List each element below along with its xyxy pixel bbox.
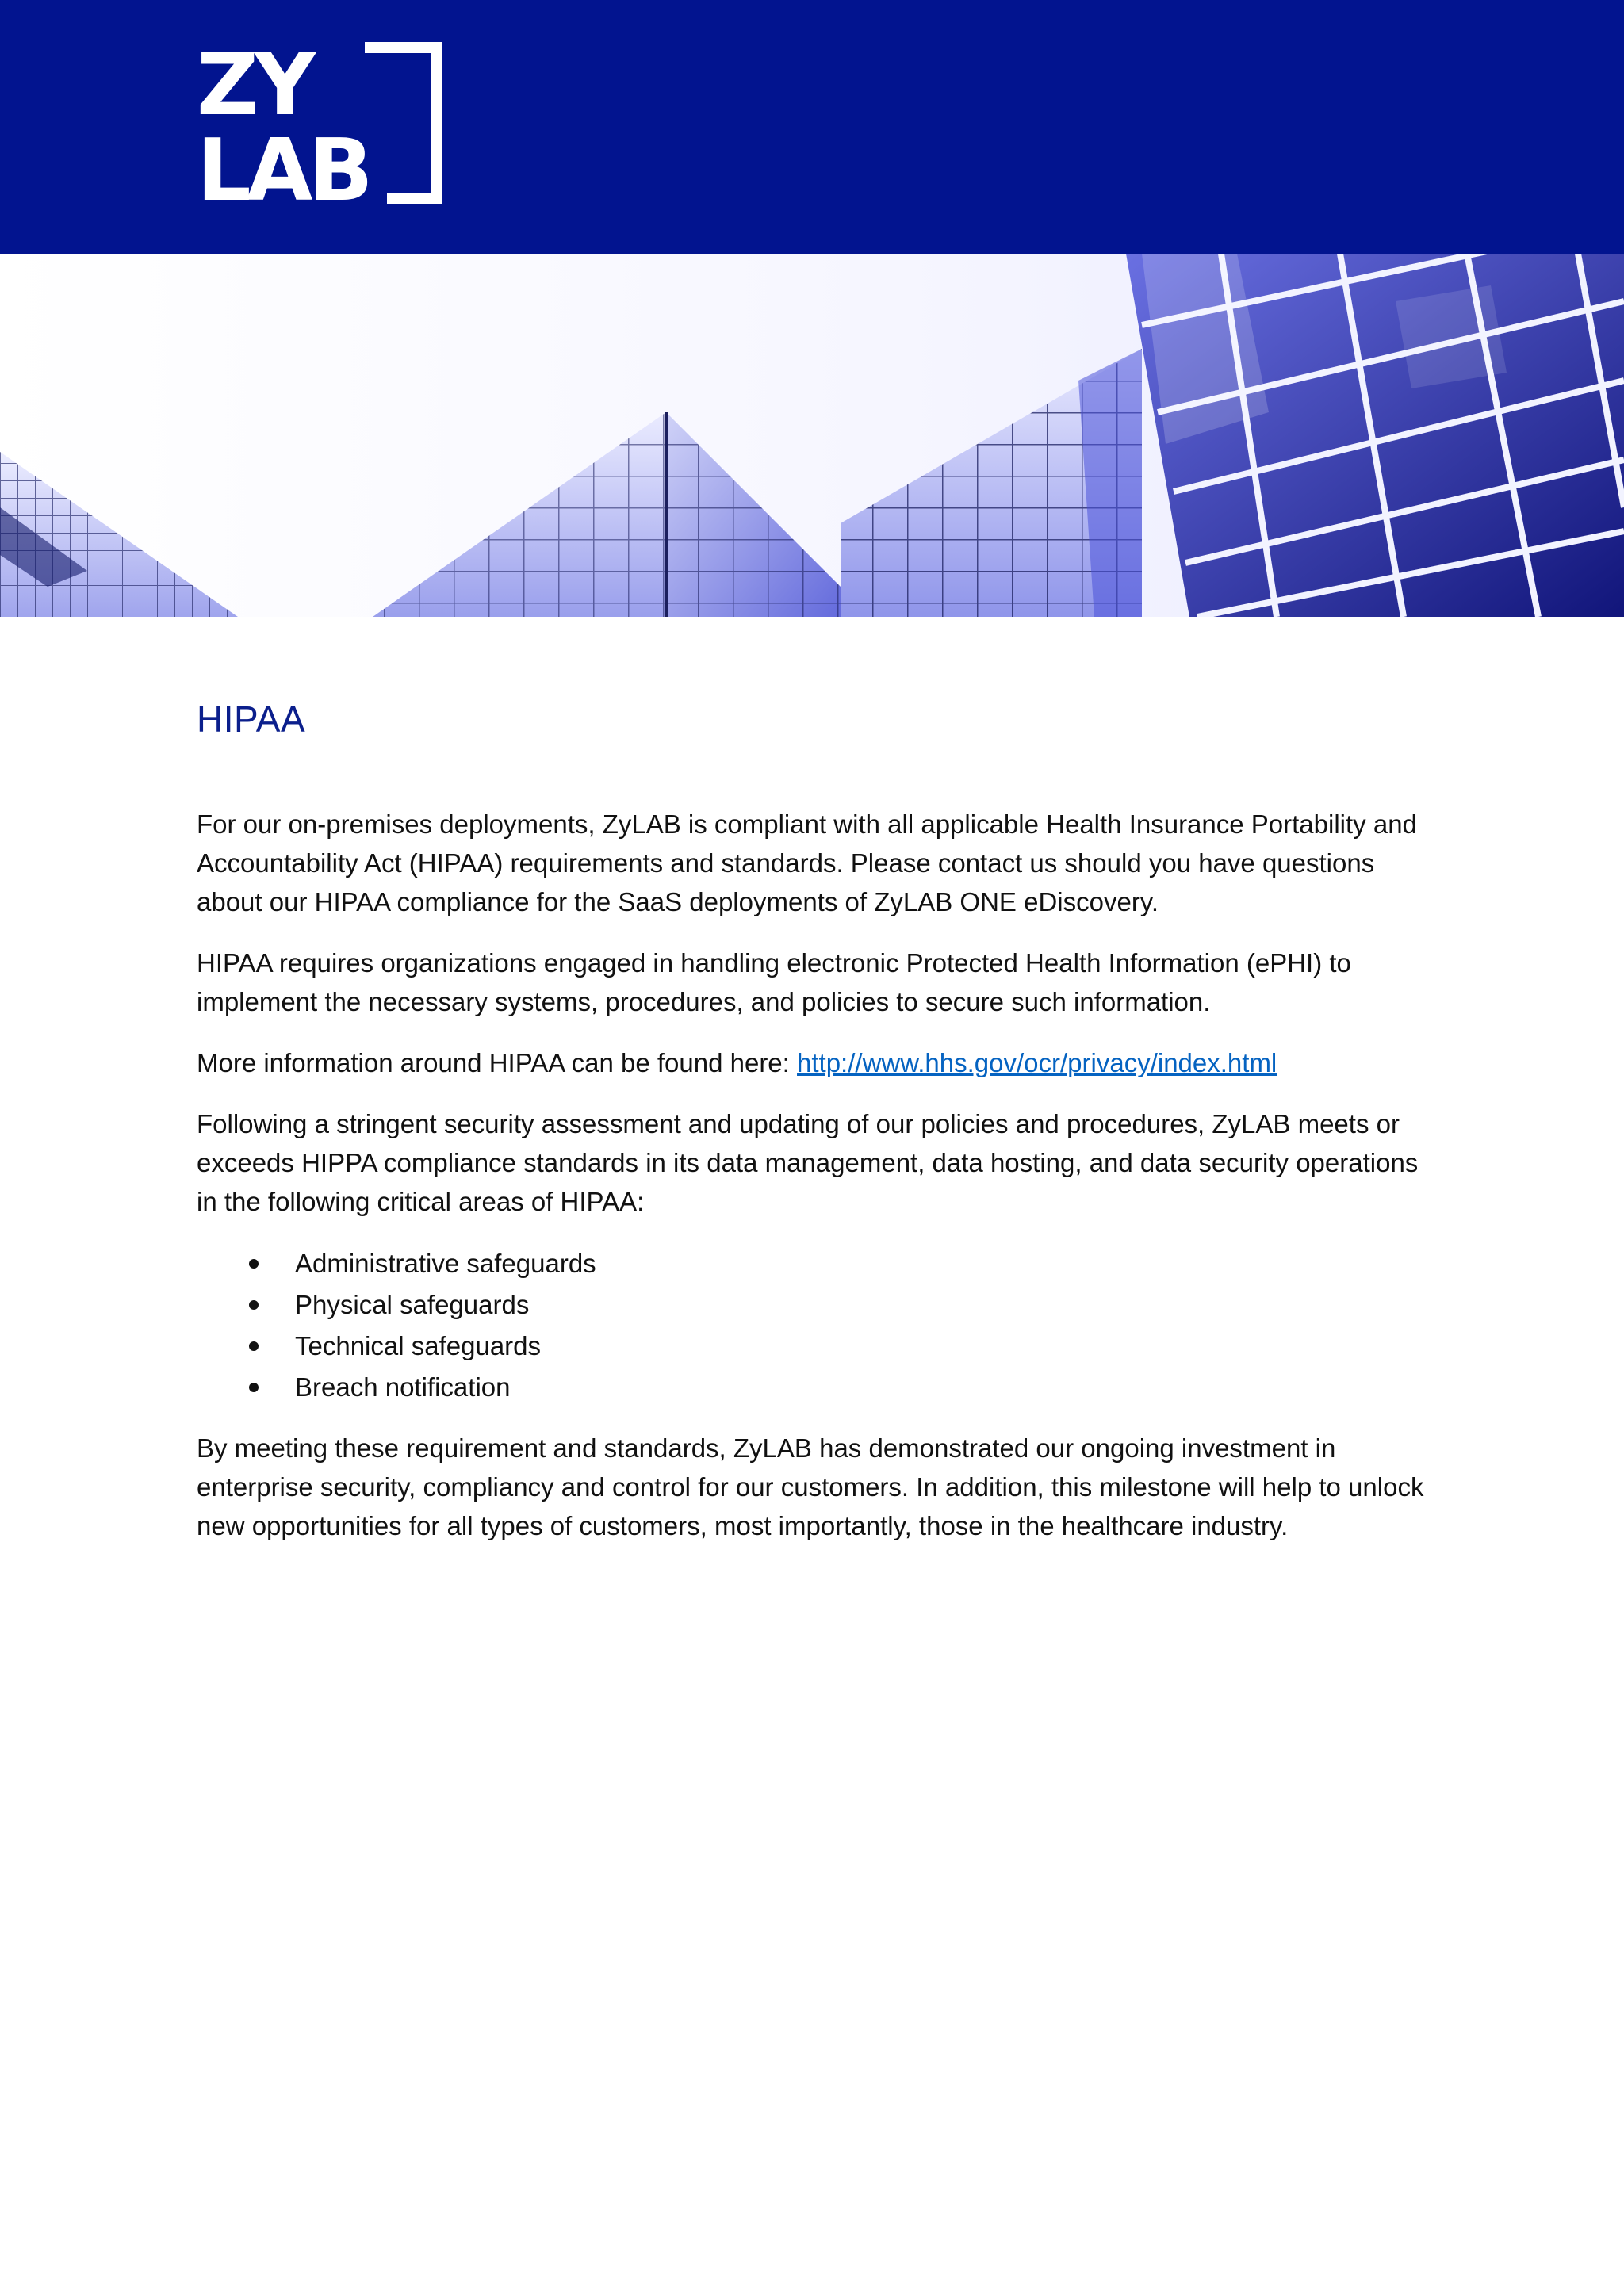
list-item [197, 1326, 1434, 1367]
list-item-label: Administrative safeguards [295, 1249, 596, 1279]
assessment-paragraph: Following a stringent security assessment and updating of our policies and procedures, ZyLAB meets or exceeds HIPPA compliance standards in its data management, data hosting, and data security operations in the following critical areas of HIPAA: [197, 1109, 1419, 1217]
document-body [197, 698, 1434, 1567]
more-info-text: More information around HIPAA can be found here: [197, 1048, 798, 1078]
logo-text-line1: ZY [197, 41, 312, 135]
zylab-logo [197, 41, 442, 205]
right-building [1126, 254, 1624, 617]
header-band [0, 0, 1624, 254]
intro-paragraph: For our on-premises deployments, ZyLAB is compliant with all applicable Health Insurance Portability and Accountability Act (HIPAA) requirements and standards. Please contact us should you have questions about our HIPAA compliance for the SaaS deployments of ZyLAB ONE eDiscovery. [197, 809, 1417, 917]
building-illustration [0, 254, 1624, 617]
list-item [197, 1367, 1434, 1408]
closing-paragraph: By meeting these requirement and standards, ZyLAB has demonstrated our ongoing investment in enterprise security, compliancy and control for our customers. In addition, this milestone will help to unlock new opportunities for all types of customers, most importantly, those in the healthcare industry. [197, 1433, 1424, 1541]
more-info-paragraph [197, 1043, 1434, 1082]
bullet-icon [249, 1259, 259, 1269]
hero-architecture-image [0, 254, 1624, 617]
list-item [197, 1243, 1434, 1284]
list-item-label: Technical safeguards [295, 1331, 542, 1361]
ephi-paragraph: HIPAA requires organizations engaged in handling electronic Protected Health Information (ePHI) to implement the necessary systems, procedures, and policies to secure such information. [197, 948, 1351, 1017]
bullet-icon [249, 1300, 259, 1310]
hhs-link[interactable]: http://www.hhs.gov/ocr/privacy/index.html [797, 1048, 1277, 1078]
list-item-label: Physical safeguards [295, 1290, 530, 1320]
page-title: HIPAA [197, 698, 306, 740]
list-item [197, 1284, 1434, 1326]
logo-bracket [365, 48, 436, 198]
bullet-icon [249, 1341, 259, 1351]
logo-text-line2: LAB [197, 121, 369, 205]
bullet-icon [249, 1383, 259, 1392]
list-item-label: Breach notification [295, 1372, 511, 1402]
critical-areas-list [197, 1243, 1434, 1408]
